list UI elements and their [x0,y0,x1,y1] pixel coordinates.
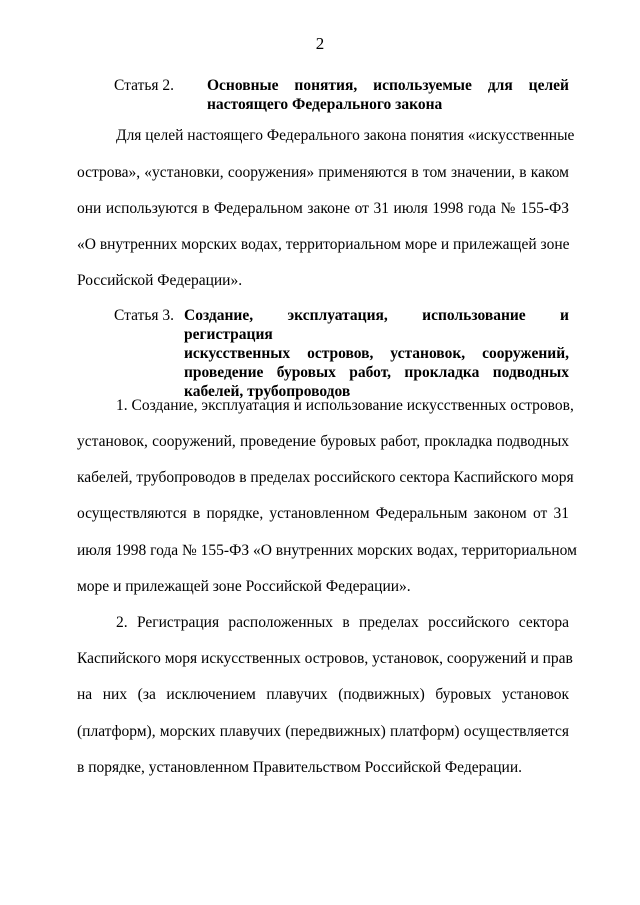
article-3-title-line: искусственных островов, установок, сооружений, [184,345,569,362]
body-line: море и прилежащей зоне Российской Федерации». [77,578,411,595]
body-line: 1. Создание, эксплуатация и использование искусственных островов, [116,397,574,414]
article-3-title-line: кабелей, трубопроводов [184,383,351,400]
body-line: осуществляются в порядке, установленном Федеральным законом от 31 [77,505,569,522]
article-3-title [184,306,569,401]
body-line: Каспийского моря искусственных островов, установок, сооружений и прав [77,650,573,667]
body-line: июля 1998 года № 155-ФЗ «О внутренних морских водах, территориальном [77,542,577,559]
body-line: 2. Регистрация расположенных в пределах российского сектора [116,614,569,631]
body-line: кабелей, трубопроводов в пределах российского сектора Каспийского моря [77,469,574,486]
body-line: Для целей настоящего Федерального закона понятия «искусственные [116,127,575,144]
body-line: (платформ), морских плавучих (передвижных) платформ) осуществляется [77,723,569,740]
body-line: в порядке, установленном Правительством Российской Федерации. [77,759,522,776]
body-line: они используются в Федеральном законе от 31 июля 1998 года № 155-ФЗ [77,200,569,217]
body-line: острова», «установки, сооружения» применяются в том значении, в каком [77,164,569,181]
body-line: на них (за исключением плавучих (подвижных) буровых установок [77,686,569,703]
article-2-title-line: настоящего Федерального закона [207,96,443,113]
body-line: установок, сооружений, проведение буровых работ, прокладка подводных [77,433,569,450]
article-2-title [207,76,569,114]
body-line: Российской Федерации». [77,272,243,289]
article-3-label: Статья 3. [114,307,175,324]
article-2-title-line: Основные понятия, используемые для целей [207,77,569,94]
body-line: «О внутренних морских водах, территориальном море и прилежащей зоне [77,236,570,253]
article-3-title-line: проведение буровых работ, прокладка подводных [184,364,569,381]
page-number: 2 [315,34,325,53]
article-2-label: Статья 2. [114,77,175,94]
article-3-title-line: Создание, эксплуатация, использование и регистрация [184,307,569,343]
